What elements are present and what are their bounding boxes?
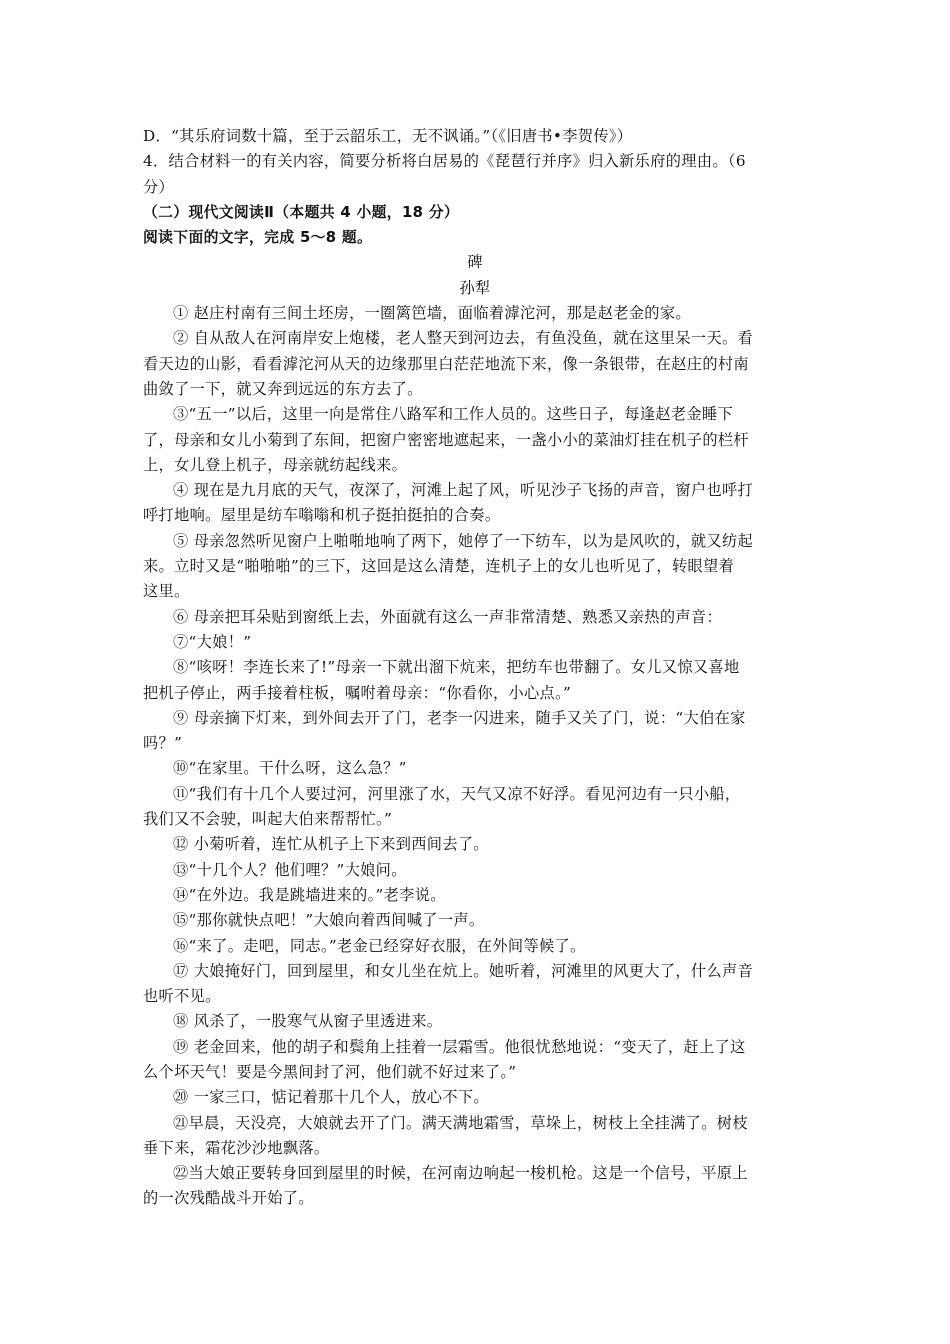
question-d-option: D．“其乐府词数十篇，至于云韶乐工，无不讽诵。”（《旧唐书•李贺传》） (143, 127, 633, 145)
paragraph-line: ⑭“在外边。我是跳墙进来的。”老李说。 (173, 885, 446, 904)
paragraph-line: 曲敛了一下，就又奔到远远的东方去了。 (143, 379, 423, 398)
paragraph-line: ④ 现在是九月底的天气，夜深了，河滩上起了风，听见沙子飞扬的声音，窗户也呼打 (173, 481, 754, 500)
paragraph-line: 么个坏天气！要是今黑间封了河，他们就不好过来了。” (143, 1062, 517, 1081)
paragraph-line: 吗？” (143, 734, 183, 753)
paragraph (143, 655, 807, 706)
paragraph (143, 630, 807, 655)
paragraph (143, 1161, 807, 1212)
paragraph (143, 959, 807, 1010)
paragraph-line: ⑧“咳呀！李连长来了!”母亲一下就出溜下炕来，把纺车也带翻了。女儿又惊又喜地 (173, 658, 740, 677)
paragraph (143, 934, 807, 959)
paragraph (143, 326, 807, 402)
article-title-text: 碑 (467, 253, 483, 272)
paragraph (143, 1009, 807, 1034)
article-author-text: 孙犁 (459, 278, 491, 297)
section-title: （二）现代文阅读Ⅱ（本题共 4 小题，18 分） (143, 203, 460, 221)
paragraph (143, 529, 807, 605)
paragraph-line: 也听不见。 (143, 987, 221, 1006)
paragraph (143, 883, 807, 908)
paragraph (143, 1085, 807, 1110)
paragraph-line: 这里。 (143, 582, 190, 601)
paragraph-line: ⑨ 母亲摘下灯来，到外间去开了门，老李一闪进来，随手又关了门，说：“大伯在家 (173, 708, 746, 727)
paragraph-line: ㉑早晨，天没亮，大娘就去开了门。满天满地霜雪，草垛上，树枝上全挂满了。树枝 (173, 1113, 748, 1132)
paragraph-line: ⑰ 大娘掩好门，回到屋里，和女儿坐在炕上。她听着，河滩里的风更大了，什么声音 (173, 961, 754, 980)
paragraph-line: ⑫ 小菊听着，连忙从机子上下来到西间去了。 (173, 835, 489, 854)
paragraph-line: 呼打地响。屋里是纺车嗡嗡和机子挺拍挺拍的合奏。 (143, 506, 501, 525)
paragraph-line: 把机子停止，两手接着柱板，嘱咐着母亲：“你看你，小心点。” (143, 683, 572, 702)
document-page (143, 124, 807, 1212)
paragraph-line: ⑱ 风杀了，一股寒气从窗子里透进来。 (173, 1012, 443, 1031)
question-4-line-2: 分） (143, 177, 175, 196)
paragraph-line: 我们又不会驶，叫起大伯来帮帮忙。” (143, 810, 393, 829)
paragraph (143, 301, 807, 326)
paragraph-line: ⑬“十几个人？他们哩？”大娘问。 (173, 860, 407, 879)
article-body (143, 301, 807, 1212)
paragraph-line: ② 自从敌人在河南岸安上炮楼，老人整天到河边去，有鱼没鱼，就在这里呆一天。看 (173, 329, 754, 348)
paragraph-line: ⑳ 一家三口，惦记着那十几个人，放心不下。 (173, 1088, 489, 1107)
paragraph (143, 1035, 807, 1086)
paragraph-line: ⑩“在家里。干什么呀，这么急？” (173, 759, 407, 778)
paragraph (143, 756, 807, 781)
paragraph-line: ⑯“来了。走吧，同志。”老金已经穿好衣服，在外间等候了。 (173, 936, 586, 955)
paragraph-line: ⑪“我们有十几个人要过河，河里涨了水，天气又凉不好浮。看见河边有一只小船， (173, 784, 741, 803)
paragraph (143, 1111, 807, 1162)
paragraph (143, 858, 807, 883)
paragraph-line: 了，母亲和女儿小菊到了东间，把窗户密密地遮起来，一盏小小的菜油灯挂在机子的栏杆 (143, 430, 749, 449)
paragraph-line: ⑥ 母亲把耳朵贴到窗纸上去，外面就有这么一声非常清楚、熟悉又亲热的声音： (173, 607, 722, 626)
paragraph-line: ⑦“大娘！” (173, 632, 252, 651)
reading-instruction: 阅读下面的文字，完成 5～8 题。 (143, 229, 373, 247)
paragraph-line: ⑲ 老金回来，他的胡子和鬓角上挂着一层霜雪。他很忧愁地说：“变天了，赶上了这 (173, 1037, 746, 1056)
paragraph-line: ⑮“那你就快点吧！”大娘向着西间喊了一声。 (173, 911, 485, 930)
paragraph-line: ① 赵庄村南有三间土坯房，一圈篱笆墙，面临着滹沱河，那是赵老金的家。 (173, 304, 691, 323)
paragraph (143, 402, 807, 478)
paragraph-line: 的一次残酷战斗开始了。 (143, 1189, 314, 1208)
article-author (143, 276, 807, 301)
paragraph-line: ③“五一”以后，这里一向是常住八路军和工作人员的。这些日子，每逢赵老金睡下 (173, 405, 734, 424)
paragraph (143, 605, 807, 630)
paragraph-line: 垂下来，霜花沙沙地飘落。 (143, 1138, 330, 1157)
paragraph-line: 看天边的山影，看看滹沱河从天的边缘那里白茫茫地流下来，像一条银带，在赵庄的村南 (143, 354, 749, 373)
paragraph (143, 706, 807, 757)
paragraph (143, 782, 807, 833)
paragraph-line: 上，女儿登上机子，母亲就纺起线来。 (143, 455, 408, 474)
paragraph (143, 908, 807, 933)
article-title (143, 250, 807, 275)
paragraph-line: ㉒当大娘正要转身回到屋里的时候，在河南边响起一梭机枪。这是一个信号，平原上 (173, 1164, 748, 1183)
paragraph-line: 来。立时又是“啪啪啪”的三下，这回是这么清楚，连机子上的女儿也听见了，转眼望着 (143, 557, 735, 576)
paragraph (143, 478, 807, 529)
paragraph-line: ⑤ 母亲忽然听见窗户上啪啪地响了两下，她停了一下纺车，以为是风吹的，就又纺起 (173, 531, 754, 550)
paragraph (143, 832, 807, 857)
question-4-line-1: 4．结合材料一的有关内容，简要分析将白居易的《琵琶行并序》归入新乐府的理由。（6 (143, 152, 746, 171)
